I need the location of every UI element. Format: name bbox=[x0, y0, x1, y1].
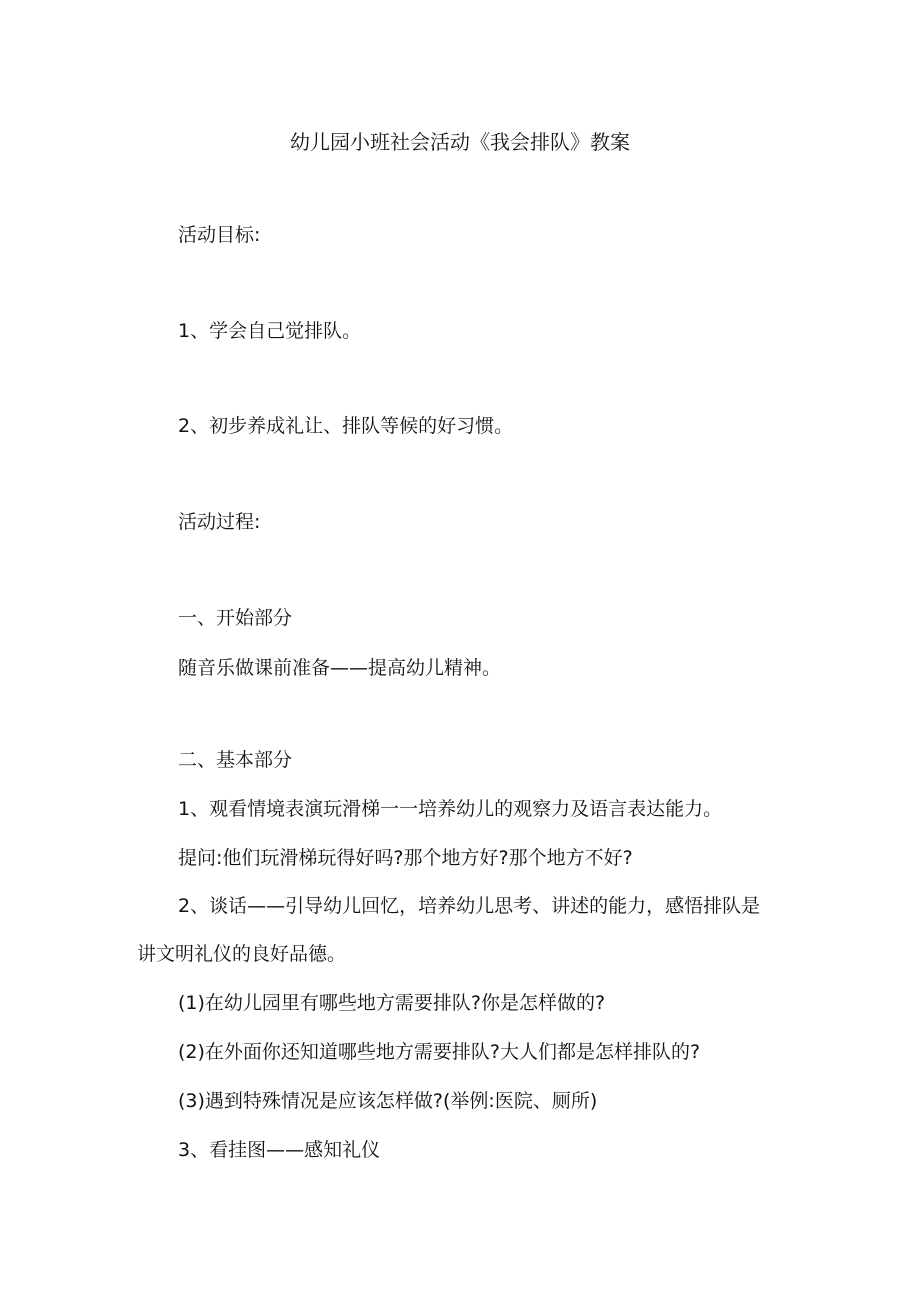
step-item-1: 1、观看情境表演玩滑梯一一培养幼儿的观察力及语言表达能力。 bbox=[178, 798, 723, 820]
paragraph-warmup: 随音乐做课前准备——提高幼儿精神。 bbox=[178, 657, 502, 679]
step-item-3: 3、看挂图——感知礼仪 bbox=[178, 1139, 381, 1161]
part-heading-basic: 二、基本部分 bbox=[178, 749, 293, 771]
part-heading-start: 一、开始部分 bbox=[178, 607, 293, 629]
step-item-2: 2、谈话——引导幼儿回忆，培养幼儿思考、讲述的能力，感悟排队是讲文明礼仪的良好品德。 bbox=[137, 895, 761, 965]
sub-question-3: (3)遇到特殊情况是应该怎样做?(举例:医院、厕所) bbox=[178, 1090, 598, 1112]
goal-item-2: 2、初步养成礼让、排队等候的好习惯。 bbox=[178, 415, 514, 437]
sub-question-2: (2)在外面你还知道哪些地方需要排队?大人们都是怎样排队的? bbox=[178, 1041, 701, 1063]
sub-question-1: (1)在幼儿园里有哪些地方需要排队?你是怎样做的? bbox=[178, 992, 606, 1014]
section-heading-process: 活动过程: bbox=[178, 511, 261, 533]
section-heading-goals: 活动目标: bbox=[178, 224, 261, 246]
goal-item-1: 1、学会自己觉排队。 bbox=[178, 320, 362, 342]
question-paragraph: 提问:他们玩滑梯玩得好吗?那个地方好?那个地方不好? bbox=[178, 847, 633, 869]
document-title: 幼儿园小班社会活动《我会排队》教案 bbox=[290, 130, 630, 154]
